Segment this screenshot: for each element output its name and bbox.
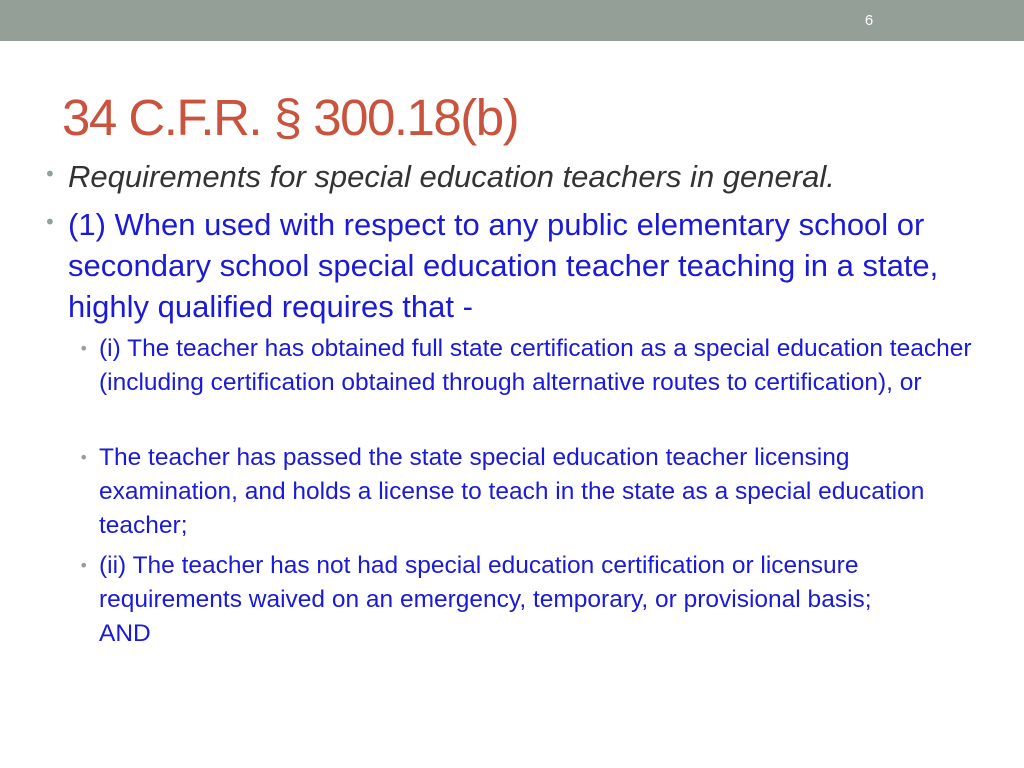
bullet-dot-icon: • xyxy=(79,448,89,467)
bullet-text: (1) When used with respect to any public elementary school or secondary school special education teacher teaching in a state, highly qualified requires that - xyxy=(68,207,939,324)
bullet-highly-qualified xyxy=(44,204,988,327)
bullet-dot-icon: • xyxy=(79,339,89,358)
slide-title: 34 C.F.R. § 300.18(b) xyxy=(62,89,519,146)
subbullet-text: (ii) The teacher has not had special education certification or licensure requirements waived on an emergency, temporary, or provisional basis; AND xyxy=(99,552,872,647)
subbullet-not-waived xyxy=(79,549,919,651)
bullet-text: Requirements for special education teachers in general. xyxy=(68,159,835,194)
subbullet-text: The teacher has passed the state special education teacher licensing examination, and holds a license to teach in the state as a special education teacher; xyxy=(99,444,925,539)
subbullet-licensing-exam xyxy=(79,441,979,543)
subbullet-full-certification xyxy=(79,332,979,400)
bullet-dot-icon: • xyxy=(79,556,89,575)
slide-number: 6 xyxy=(864,12,874,29)
bullet-requirements xyxy=(44,156,968,197)
bullet-dot-icon: • xyxy=(44,210,56,234)
subbullet-text: (i) The teacher has obtained full state certification as a special education teacher (including certification obtained through alternative routes to certification), or xyxy=(99,335,972,396)
bullet-dot-icon: • xyxy=(44,162,56,186)
